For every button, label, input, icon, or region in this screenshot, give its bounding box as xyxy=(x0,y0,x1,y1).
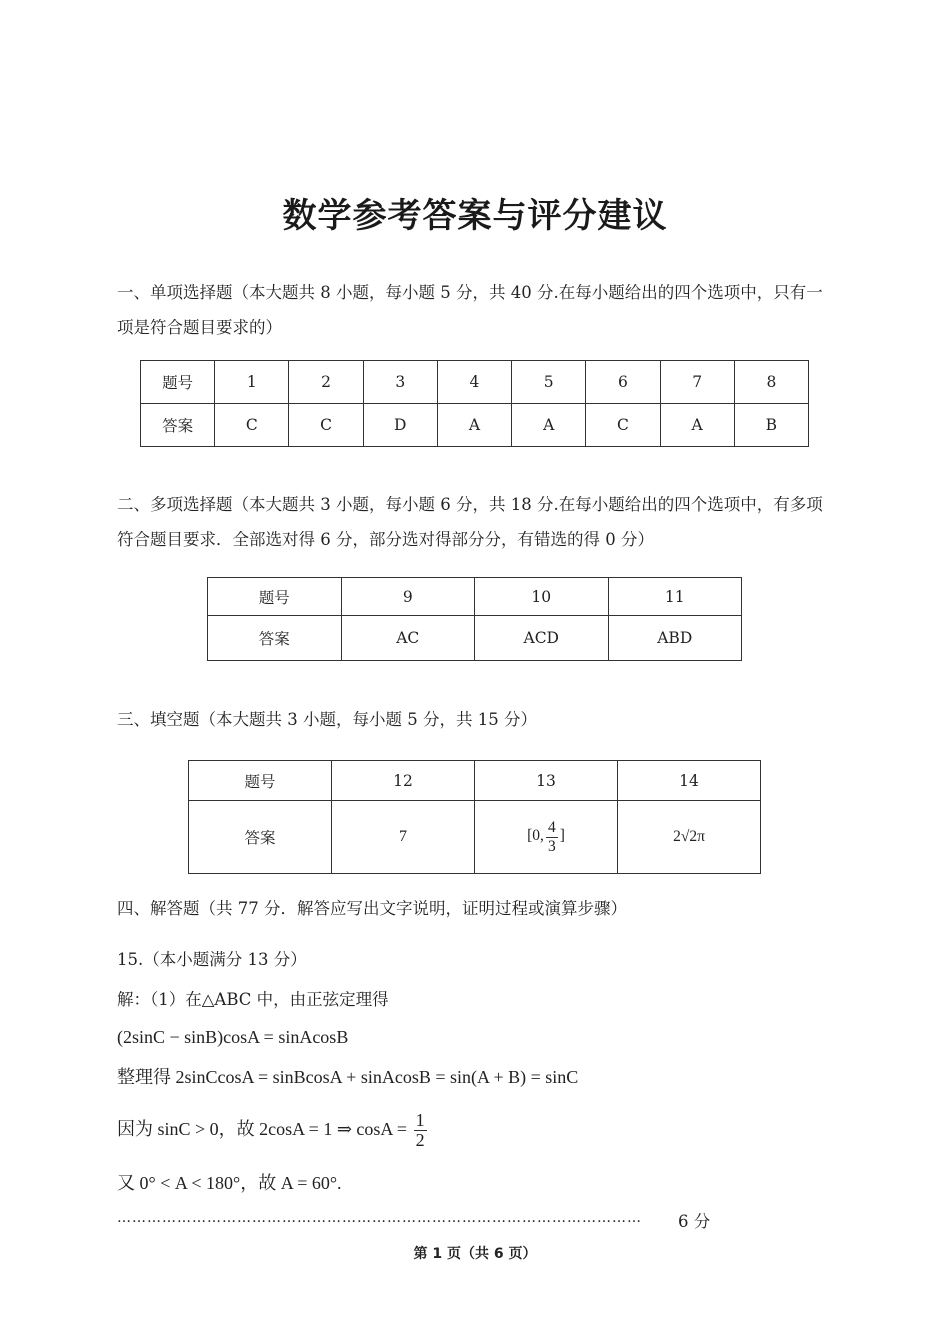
answer-cell: C xyxy=(289,404,363,447)
fraction xyxy=(546,819,558,854)
question-number: 12 xyxy=(332,761,475,801)
page-title: 数学参考答案与评分建议 xyxy=(282,196,668,236)
section-3-heading: 三、填空题（本大题共 3 小题，每小题 5 分，共 15 分） xyxy=(117,710,537,729)
table-answer-label: 答案 xyxy=(141,404,215,447)
score-leader-dots: …………………………………………………………………………………………… xyxy=(117,1210,642,1226)
question-number: 4 xyxy=(437,361,511,404)
solution-line-4-text: 因为 sinC > 0，故 2cosA = 1 ⇒ cosA = xyxy=(117,1119,408,1139)
answer-cell: C xyxy=(586,404,660,447)
question-number: 8 xyxy=(734,361,808,404)
answer-cell-interval xyxy=(475,801,618,874)
section-4-heading: 四、解答题（共 77 分．解答应写出文字说明，证明过程或演算步骤） xyxy=(117,899,627,918)
solution-line-5: 又 0° < A < 180°，故 A = 60°. xyxy=(117,1173,342,1193)
table-answer-label: 答案 xyxy=(189,801,332,874)
table-header-label: 题号 xyxy=(189,761,332,801)
question-number: 7 xyxy=(660,361,734,404)
solution-line-4 xyxy=(117,1105,429,1153)
answer-cell: C xyxy=(215,404,289,447)
answer-cell: D xyxy=(363,404,437,447)
solution-line-1: 解：（1）在△ABC 中，由正弦定理得 xyxy=(117,990,389,1009)
question-number: 9 xyxy=(341,578,475,616)
fraction-denominator: 2 xyxy=(415,1130,425,1151)
question-number: 13 xyxy=(475,761,618,801)
answer-cell: B xyxy=(734,404,808,447)
answer-cell: 2√2π xyxy=(618,801,761,874)
answer-cell: A xyxy=(512,404,586,447)
answer-table-3 xyxy=(188,760,761,874)
question-number: 5 xyxy=(512,361,586,404)
fraction-denominator: 3 xyxy=(547,837,556,855)
fraction-numerator: 4 xyxy=(547,819,556,837)
question-number: 2 xyxy=(289,361,363,404)
page-footer: 第 1 页（共 6 页） xyxy=(413,1246,537,1262)
question-number: 3 xyxy=(363,361,437,404)
answer-cell: ACD xyxy=(475,616,609,661)
solution-line-2: (2sinC − sinB)cosA = sinAcosB xyxy=(117,1027,349,1047)
answer-cell: A xyxy=(660,404,734,447)
fraction-numerator: 1 xyxy=(415,1109,425,1130)
section-1-heading: 一、单项选择题（本大题共 8 小题，每小题 5 分，共 40 分.在每小题给出的四个选项中，只有一项是符合题目要求的） xyxy=(117,283,823,337)
question-15-header: 15.（本小题满分 13 分） xyxy=(117,950,307,969)
section-2-heading: 二、多项选择题（本大题共 3 小题，每小题 6 分，共 18 分.在每小题给出的四个选项中，有多项符合题目要求．全部选对得 6 分，部分选对得部分分，有错选的得 0 分） xyxy=(117,495,823,549)
interval-right: ] xyxy=(559,827,565,845)
question-number: 10 xyxy=(475,578,609,616)
table-answer-label: 答案 xyxy=(208,616,342,661)
answer-cell: A xyxy=(437,404,511,447)
answer-table-2 xyxy=(207,577,742,661)
answer-cell: 7 xyxy=(332,801,475,874)
question-number: 11 xyxy=(608,578,742,616)
score-label: 6 分 xyxy=(678,1212,711,1231)
fraction xyxy=(414,1111,427,1152)
answer-cell: ABD xyxy=(608,616,742,661)
solution-line-3: 整理得 2sinCcosA = sinBcosA + sinAcosB = sin(A + B) = sinC xyxy=(117,1067,579,1087)
question-number: 14 xyxy=(618,761,761,801)
table-header-label: 题号 xyxy=(208,578,342,616)
table-header-label: 题号 xyxy=(141,361,215,404)
question-number: 1 xyxy=(215,361,289,404)
interval-left: [0, xyxy=(527,827,544,845)
question-number: 6 xyxy=(586,361,660,404)
answer-table-1 xyxy=(140,360,809,447)
answer-cell: AC xyxy=(341,616,475,661)
